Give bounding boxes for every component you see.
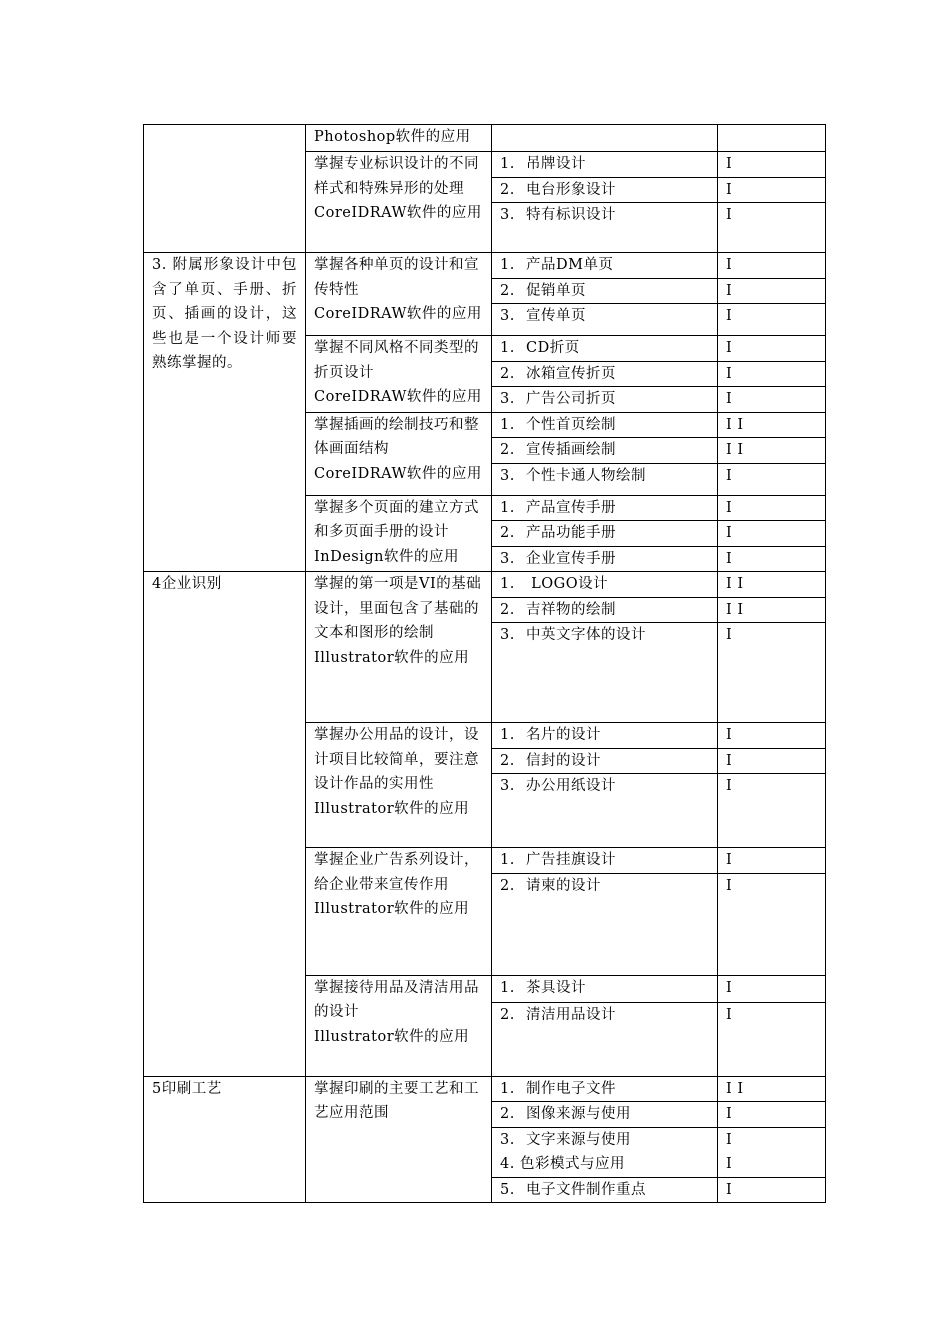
- item-cell: [492, 521, 718, 547]
- table-row: [144, 253, 826, 279]
- item-cell: [492, 774, 718, 848]
- item-number: 1.: [500, 340, 515, 356]
- item-cell: [492, 177, 718, 203]
- item-text: 特有标识设计: [526, 207, 616, 223]
- level-cell: I: [718, 495, 826, 521]
- item-text: 冰箱宣传折页: [526, 365, 616, 382]
- item-number: 2.: [500, 601, 515, 618]
- module-cell: 4企业识别: [144, 572, 306, 1077]
- item-text: 制作电子文件: [526, 1080, 616, 1097]
- item-text: 图像来源与使用: [526, 1106, 631, 1122]
- item-cell: [492, 125, 718, 152]
- item-number: 3.: [500, 308, 515, 324]
- item-number: 1.: [500, 852, 515, 868]
- item-cell: [492, 412, 718, 438]
- level-cell: I: [718, 304, 826, 336]
- item-text: 产品DM单页: [526, 257, 614, 273]
- item-text: 产品宣传手册: [526, 499, 616, 516]
- objective-cell: 掌握不同风格不同类型的折页设计 CoreIDRAW软件的应用: [306, 336, 492, 413]
- level-cell: I: [718, 253, 826, 279]
- item-cell: [492, 1102, 718, 1128]
- item-number: 2.: [500, 752, 515, 769]
- objective-cell: 掌握印刷的主要工艺和工艺应用范围: [306, 1076, 492, 1203]
- level-cell: I I: [718, 572, 826, 598]
- table-row: [144, 125, 826, 152]
- table-row: [144, 572, 826, 598]
- item-text: 信封的设计: [526, 752, 601, 769]
- item-text: 中英文字体的设计: [526, 627, 646, 643]
- item-text: 宣传单页: [526, 308, 586, 324]
- level-cell: I I: [718, 1076, 826, 1102]
- item-number: 1.: [500, 257, 515, 273]
- level-cell: I: [718, 848, 826, 874]
- item-number: 1.: [500, 979, 515, 996]
- item-cell: [492, 387, 718, 413]
- objective-cell: 掌握专业标识设计的不同样式和特殊异形的处理 CoreIDRAW软件的应用: [306, 152, 492, 253]
- level-cell: I: [718, 774, 826, 848]
- item-text: 清洁用品设计: [526, 1006, 616, 1023]
- item-number: 1.: [500, 727, 515, 743]
- item-number: 2.: [500, 1006, 515, 1023]
- item-number: 3.: [500, 1131, 515, 1148]
- item-text: 产品功能手册: [526, 525, 616, 541]
- item-number: 2.: [500, 442, 515, 458]
- item-cell: [492, 748, 718, 774]
- item-text: 广告挂旗设计: [526, 852, 616, 868]
- level-cell: I I: [718, 597, 826, 623]
- level-cell: I: [718, 723, 826, 749]
- level-cell: I: [718, 873, 826, 975]
- objective-cell: 掌握企业广告系列设计，给企业带来宣传作用 Illustrator软件的应用: [306, 848, 492, 976]
- item-text: 宣传插画绘制: [526, 442, 616, 458]
- level-cell: I: [718, 1002, 826, 1076]
- level-cell: I: [718, 463, 826, 495]
- item-text: 吉祥物的绘制: [526, 601, 616, 618]
- objective-cell: 掌握的第一项是VI的基础设计，里面包含了基础的文本和图形的绘制 Illustrator软件的应用: [306, 572, 492, 723]
- level-cell: I: [718, 361, 826, 387]
- level-cell: I: [718, 1102, 826, 1128]
- item-number: 3.: [500, 467, 515, 484]
- item-number: 3.: [500, 391, 515, 407]
- item-cell: [492, 572, 718, 598]
- level-cell: I: [718, 278, 826, 304]
- item-cell: [492, 623, 718, 723]
- module-cell: 3. 附属形象设计中包含了单页、手册、折页、插画的设计，这些也是一个设计师要熟练掌握的。: [144, 253, 306, 572]
- item-cell: [492, 1177, 718, 1203]
- item-number: 2.: [500, 877, 515, 894]
- item-number: 5.: [500, 1181, 515, 1198]
- item-number: 1.: [500, 416, 515, 433]
- item-cell: [492, 848, 718, 874]
- item-text: 文字来源与使用 4. 色彩模式与应用: [500, 1131, 631, 1172]
- objective-cell: 掌握办公用品的设计，设计项目比较简单，要注意设计作品的实用性 Illustrator软件的应用: [306, 723, 492, 848]
- item-cell: [492, 546, 718, 572]
- level-cell: I I: [718, 438, 826, 464]
- level-cell: I: [718, 546, 826, 572]
- item-cell: [492, 463, 718, 495]
- module-cell: 5印刷工艺: [144, 1076, 306, 1203]
- item-number: 3.: [500, 627, 515, 643]
- item-text: 企业宣传手册: [526, 550, 616, 567]
- item-text: CD折页: [526, 340, 580, 356]
- objective-cell: 掌握各种单页的设计和宣传特性 CoreIDRAW软件的应用: [306, 253, 492, 336]
- objective-cell: 掌握多个页面的建立方式和多页面手册的设计 InDesign软件的应用: [306, 495, 492, 572]
- level-cell: I I: [718, 412, 826, 438]
- level-cell: [718, 125, 826, 152]
- item-text: 广告公司折页: [526, 391, 616, 407]
- item-text: 个性卡通人物绘制: [526, 467, 646, 484]
- item-cell: [492, 336, 718, 362]
- item-cell: [492, 438, 718, 464]
- item-text: 茶具设计: [526, 979, 586, 996]
- item-cell: [492, 1127, 718, 1177]
- level-cell: I: [718, 387, 826, 413]
- item-cell: [492, 975, 718, 1002]
- level-cell: I: [718, 748, 826, 774]
- level-cell: I: [718, 521, 826, 547]
- item-cell: [492, 495, 718, 521]
- item-number: 3.: [500, 207, 515, 223]
- item-text: 电台形象设计: [526, 181, 616, 198]
- item-cell: [492, 152, 718, 178]
- item-number: 3.: [500, 550, 515, 567]
- level-cell: I: [718, 975, 826, 1002]
- item-number: 3.: [500, 778, 515, 794]
- item-cell: [492, 304, 718, 336]
- level-cell: I: [718, 203, 826, 253]
- objective-cell: 掌握插画的绘制技巧和整体画面结构 CoreIDRAW软件的应用: [306, 412, 492, 495]
- item-text: 名片的设计: [526, 727, 601, 743]
- item-cell: [492, 253, 718, 279]
- objective-cell: 掌握接待用品及清洁用品的设计 Illustrator软件的应用: [306, 975, 492, 1076]
- item-cell: [492, 873, 718, 975]
- item-number: 1.: [500, 156, 515, 172]
- table-row: [144, 1076, 826, 1102]
- item-number: 2.: [500, 365, 515, 382]
- item-cell: [492, 723, 718, 749]
- level-cell: I: [718, 152, 826, 178]
- item-cell: [492, 1076, 718, 1102]
- curriculum-table: [143, 124, 826, 1203]
- item-text: 办公用纸设计: [526, 778, 616, 794]
- item-cell: [492, 203, 718, 253]
- item-number: 1.: [500, 499, 515, 516]
- level-cell: I: [718, 1177, 826, 1203]
- item-number: 1.: [500, 576, 515, 592]
- item-cell: [492, 361, 718, 387]
- item-number: 2.: [500, 181, 515, 198]
- item-text: 促销单页: [526, 282, 586, 299]
- item-cell: [492, 597, 718, 623]
- item-cell: [492, 1002, 718, 1076]
- objective-cell: Photoshop软件的应用: [306, 125, 492, 152]
- item-number: 1.: [500, 1080, 515, 1097]
- module-cell: [144, 125, 306, 253]
- level-cell: I: [718, 623, 826, 723]
- item-number: 2.: [500, 1106, 515, 1122]
- item-text: 吊牌设计: [526, 156, 586, 172]
- level-cell: I: [718, 177, 826, 203]
- item-text: 电子文件制作重点: [526, 1181, 646, 1198]
- level-cell: I I: [718, 1127, 826, 1177]
- item-number: 2.: [500, 525, 515, 541]
- item-number: 2.: [500, 282, 515, 299]
- item-text: LOGO设计: [526, 576, 609, 592]
- item-cell: [492, 278, 718, 304]
- item-text: 请柬的设计: [526, 877, 601, 894]
- item-text: 个性首页绘制: [526, 416, 616, 433]
- level-cell: I: [718, 336, 826, 362]
